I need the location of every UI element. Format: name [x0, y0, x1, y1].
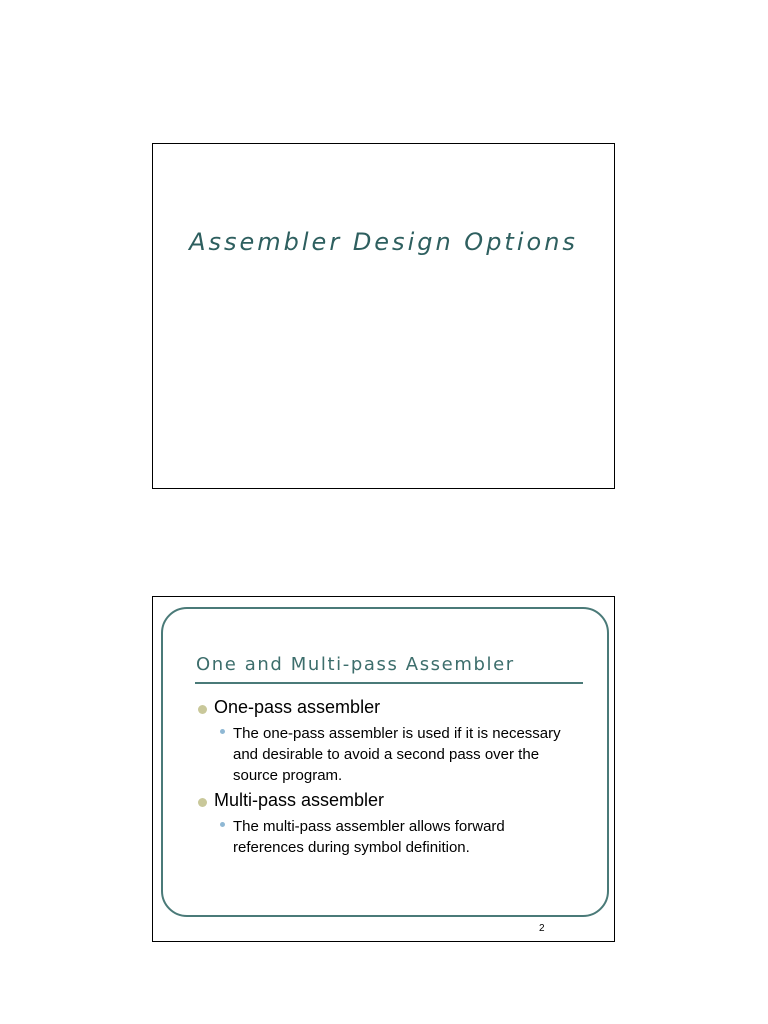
- bullet-icon: [198, 798, 207, 807]
- bullet-icon: [198, 705, 207, 714]
- heading-divider: [195, 682, 583, 684]
- bullet-one-pass: One-pass assembler: [214, 697, 381, 717]
- one-pass-description: The one-pass assembler is used if it is necessary and desirable to avoid a second pass over the source program.: [233, 725, 561, 784]
- bullet-multi-pass: Multi-pass assembler: [214, 790, 385, 810]
- slide-2: [152, 596, 615, 942]
- sub-bullet-icon: [220, 729, 225, 734]
- slide-1: [152, 143, 615, 489]
- page-number: 2: [539, 923, 545, 934]
- slide-heading: One and Multi-pass Assembler: [196, 654, 515, 675]
- multi-pass-description: The multi-pass assembler allows forward references during symbol definition.: [233, 818, 505, 856]
- sub-bullet-icon: [220, 822, 225, 827]
- slide-title: Assembler Design Options: [189, 228, 578, 256]
